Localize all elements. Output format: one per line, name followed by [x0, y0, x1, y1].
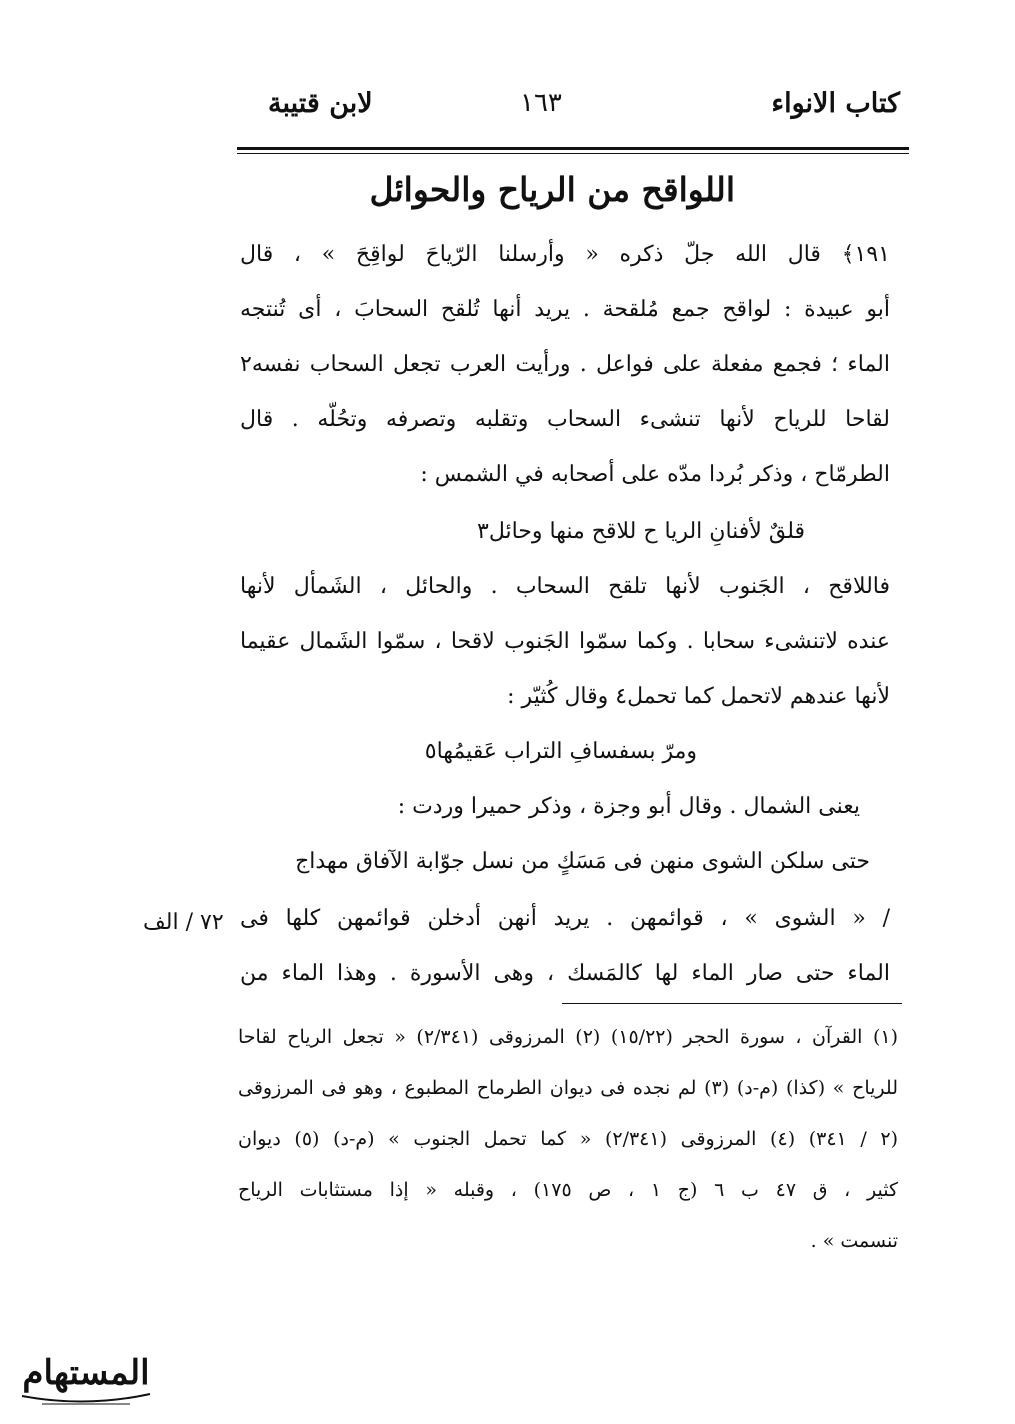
body-line: ١٩١﴾ قال الله جلّ ذكره « وأرسلنا الرّياحَ لواقِحَ » ، قال: [240, 242, 890, 267]
body-line: الطرمّاح ، وذكر بُردا مدّه على أصحابه في الشمس :: [420, 462, 890, 487]
footnote-line: (٢ / ٣٤١) (٤) المرزوقى (٢/٣٤١) « كما تحمل الجنوب » (م-د) (٥) ديوان: [238, 1128, 899, 1150]
body-line: أبو عبيدة : لواقح جمع مُلقحة . يريد أنها تُلقح السحابَ ، أى تُنتجه: [240, 297, 890, 322]
verse-line: ومرّ بسفسافِ التراب عَقيمُها٥: [424, 739, 697, 764]
body-line: / « الشوى » ، قوائمهن . يريد أنهن أدخلن قوائمهن كلها فى: [240, 906, 890, 931]
body-line: فاللاقح ، الجَنوب لأنها تلقح السحاب . والحائل ، الشَمأل لأنها: [240, 574, 890, 599]
verse-line: قلقٌ لأفنانِ الريا ح للاقح منها وحائل٣: [476, 519, 805, 544]
body-line: يعنى الشمال . وقال أبو وجزة ، وذكر حميرا وردت :: [397, 794, 860, 819]
footnote-line: تنسمت » .: [810, 1230, 898, 1252]
running-header-book-title: كتاب الانواء: [771, 88, 900, 119]
body-line: لقاحا للرياح لأنها تنشىء السحاب وتقلبه وتصرفه وتحُلّه . قال: [240, 407, 890, 432]
footnote-line: (١) القرآن ، سورة الحجر (١٥/٢٢) (٢) المرزوقى (٢/٣٤١) « تجعل الرياح لقاحا: [238, 1026, 898, 1048]
footnote-rule: [562, 1003, 902, 1004]
seal-text: المستهام: [22, 1353, 150, 1393]
calligraphy-seal: [12, 1338, 160, 1416]
margin-folio-note: ٧٢ / الف: [143, 910, 224, 935]
running-header-author: لابن قتيبة: [268, 88, 373, 119]
body-line: لأنها عندهم لاتحمل كما تحمل٤ وقال كُثيّر :: [507, 684, 890, 709]
page-number: ١٦٣: [520, 88, 562, 118]
footnote-line: كثير ، ق ٤٧ ب ٦ (ج ١ ، ص ١٧٥) ، وقبله « إذا مستثابات الرياح: [238, 1179, 899, 1201]
body-line: الماء ؛ فجمع مفعلة على فواعل . ورأيت العرب تجعل السحاب نفسه٢: [240, 352, 890, 377]
body-line: الماء حتى صار الماء لها كالمَسك ، وهى الأسورة . وهذا الماء من: [240, 961, 890, 986]
footnote-line: للرياح » (كذا) (م-د) (٣) لم نجده فى ديوان الطرماح المطبوع ، وهو فى المرزوقى: [238, 1077, 898, 1099]
header-rule-thick: [237, 147, 909, 150]
header-rule-thin: [237, 153, 909, 154]
body-line: عنده لاتنشىء سحابا . وكما سمّوا الجَنوب لاقحا ، سمّوا الشَمال عقيما: [240, 629, 890, 654]
verse-line: حتى سلكن الشوى منهن فى مَسَكٍ من نسل جوّابة الآفاق مهداج: [295, 849, 870, 874]
chapter-title: اللواقح من الرياح والحوائل: [369, 170, 735, 209]
